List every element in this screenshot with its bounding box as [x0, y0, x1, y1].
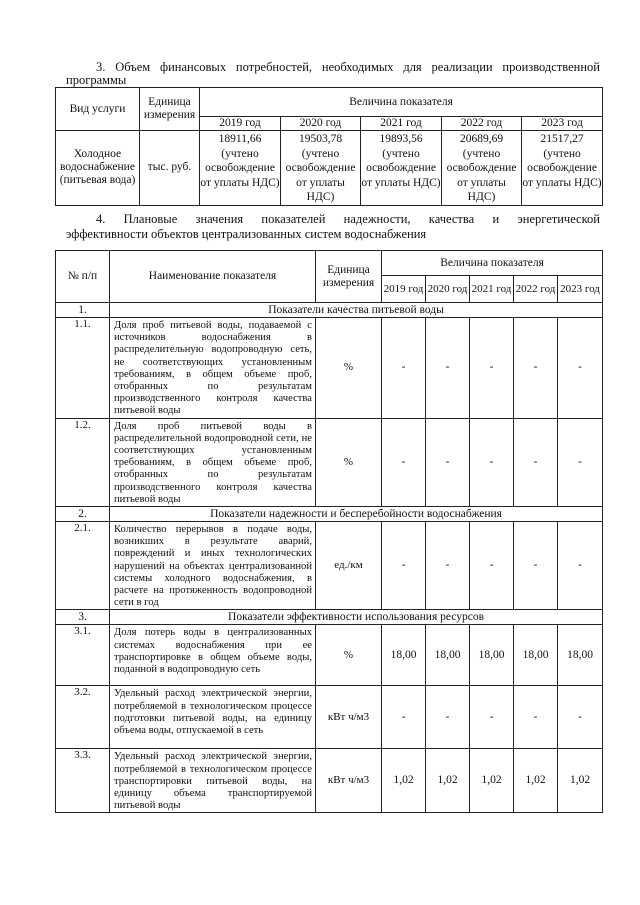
group-num: 3.	[56, 610, 110, 625]
year-header: 2022 год	[442, 117, 522, 131]
row-num: 3.3.	[56, 749, 110, 813]
group-title: Показатели качества питьевой воды	[110, 303, 603, 318]
row-value: -	[514, 318, 558, 419]
group-title: Показатели надежности и бесперебойности водоснабжения	[110, 507, 603, 522]
row-value: 1,02	[514, 749, 558, 813]
row-name: Доля потерь воды в централизованных системах водоснабжения при ее транспортировке в общем объеме воды, поданной в водопроводную сеть	[110, 625, 316, 686]
row-value: 1,02	[382, 749, 426, 813]
row-value: 18,00	[514, 625, 558, 686]
row-value: 18,00	[470, 625, 514, 686]
row-name: Доля проб питьевой воды, подаваемой с источников водоснабжения в распределительную водопроводную сеть, не соответствующих установленным требованиям, в общем объеме проб, отобранных по результатам производственного контроля качества питьевой воды	[110, 318, 316, 419]
year-header: 2023 год	[558, 276, 603, 303]
row-value: -	[558, 686, 603, 749]
row-value: 1,02	[426, 749, 470, 813]
year-header: 2020 год	[426, 276, 470, 303]
year-header: 2019 год	[382, 276, 426, 303]
row-unit: %	[316, 418, 382, 506]
row-value: -	[558, 522, 603, 610]
col-header-unit: Единица измерения	[140, 88, 200, 131]
row-name: Удельный расход электрической энергии, потребляемой в технологическом процессе подготовки питьевой воды, на единицу объема воды, отпускаемой в сеть	[110, 686, 316, 749]
col-header-value: Величина показателя	[382, 251, 603, 276]
group-num: 1.	[56, 303, 110, 318]
row-name: Доля проб питьевой воды в распределительной водопроводной сети, не соответствующих установленным требованиям, в общем объеме проб, отобранных по результатам производственного контроля качества питьевой воды	[110, 418, 316, 506]
col-header-unit: Единица измерения	[316, 251, 382, 303]
row-value: -	[426, 418, 470, 506]
row-unit: %	[316, 625, 382, 686]
row-value: -	[382, 522, 426, 610]
row-value: 1,02	[558, 749, 603, 813]
col-header-service: Вид услуги	[56, 88, 140, 131]
value-cell	[361, 131, 442, 206]
section3-heading: 3. Объем финансовых потребностей, необходимых для реализации производственной	[96, 60, 600, 74]
year-header: 2019 год	[200, 117, 281, 131]
row-value: -	[558, 418, 603, 506]
section3-heading-cont: программы	[66, 73, 127, 87]
value-number: 19503,78	[298, 133, 343, 145]
row-value: -	[426, 318, 470, 419]
row-value: -	[514, 686, 558, 749]
value-cell	[442, 131, 522, 206]
row-value: -	[382, 686, 426, 749]
year-header: 2020 год	[281, 117, 361, 131]
row-num: 1.2.	[56, 418, 110, 506]
col-header-value: Величина показателя	[200, 88, 603, 117]
col-header-name: Наименование показателя	[110, 251, 316, 303]
row-value: -	[426, 686, 470, 749]
row-value: 18,00	[558, 625, 603, 686]
indicators-table	[55, 250, 603, 813]
value-cell	[281, 131, 361, 206]
row-value: -	[514, 418, 558, 506]
row-value: -	[470, 418, 514, 506]
value-cell	[200, 131, 281, 206]
row-name: Удельный расход электрической энергии, потребляемой в технологическом процессе транспортировки питьевой воды, на единицу объема транспортируемой питьевой воды	[110, 749, 316, 813]
row-value: -	[382, 418, 426, 506]
section4-heading: 4. Плановые значения показателей надежности, качества и энергетической	[96, 212, 600, 226]
row-value: -	[514, 522, 558, 610]
row-unit: тыс. руб.	[140, 131, 200, 206]
row-num: 3.1.	[56, 625, 110, 686]
table-row	[56, 318, 603, 419]
row-value: 18,00	[382, 625, 426, 686]
year-header: 2021 год	[361, 117, 442, 131]
row-value: -	[558, 318, 603, 419]
value-note: (учтено освобождение от уплаты НДС)	[361, 147, 441, 189]
value-note: (учтено освобождение от уплаты НДС)	[446, 147, 517, 204]
value-note: (учтено освобождение от уплаты НДС)	[285, 147, 356, 204]
table-row	[56, 418, 603, 506]
row-value: -	[470, 318, 514, 419]
value-number: 21517,27	[540, 133, 584, 145]
financial-needs-table	[55, 87, 603, 206]
year-header: 2023 год	[522, 117, 603, 131]
row-value: -	[382, 318, 426, 419]
value-note: (учтено освобождение от уплаты НДС)	[522, 147, 602, 189]
row-num: 2.1.	[56, 522, 110, 610]
row-value: -	[426, 522, 470, 610]
row-value: 1,02	[470, 749, 514, 813]
table-row	[56, 522, 603, 610]
col-header-num: № п/п	[56, 251, 110, 303]
row-value: -	[470, 686, 514, 749]
value-cell	[522, 131, 603, 206]
row-num: 3.2.	[56, 686, 110, 749]
year-header: 2021 год	[470, 276, 514, 303]
table-row	[56, 625, 603, 686]
row-unit: кВт ч/м3	[316, 749, 382, 813]
row-unit: кВт ч/м3	[316, 686, 382, 749]
value-number: 20689,69	[459, 133, 504, 145]
value-number: 18911,66	[218, 133, 262, 145]
row-name: Количество перерывов в подаче воды, возникших в результате аварий, повреждений и иных технологических нарушений на объектах централизованной системы холодного водоснабжения, в расчете на протяженность водопроводной сети в год	[110, 522, 316, 610]
year-header: 2022 год	[514, 276, 558, 303]
group-title: Показатели эффективности использования ресурсов	[110, 610, 603, 625]
row-value: -	[470, 522, 514, 610]
value-note: (учтено освобождение от уплаты НДС)	[200, 147, 280, 189]
row-unit: ед./км	[316, 522, 382, 610]
group-num: 2.	[56, 507, 110, 522]
row-unit: %	[316, 318, 382, 419]
row-service: Холодное водоснабжение (питьевая вода)	[56, 131, 140, 206]
row-num: 1.1.	[56, 318, 110, 419]
section4-heading-cont: эффективности объектов централизованных систем водоснабжения	[66, 227, 427, 241]
value-number: 19893,56	[379, 133, 423, 145]
table-row	[56, 749, 603, 813]
table-row	[56, 686, 603, 749]
row-value: 18,00	[426, 625, 470, 686]
